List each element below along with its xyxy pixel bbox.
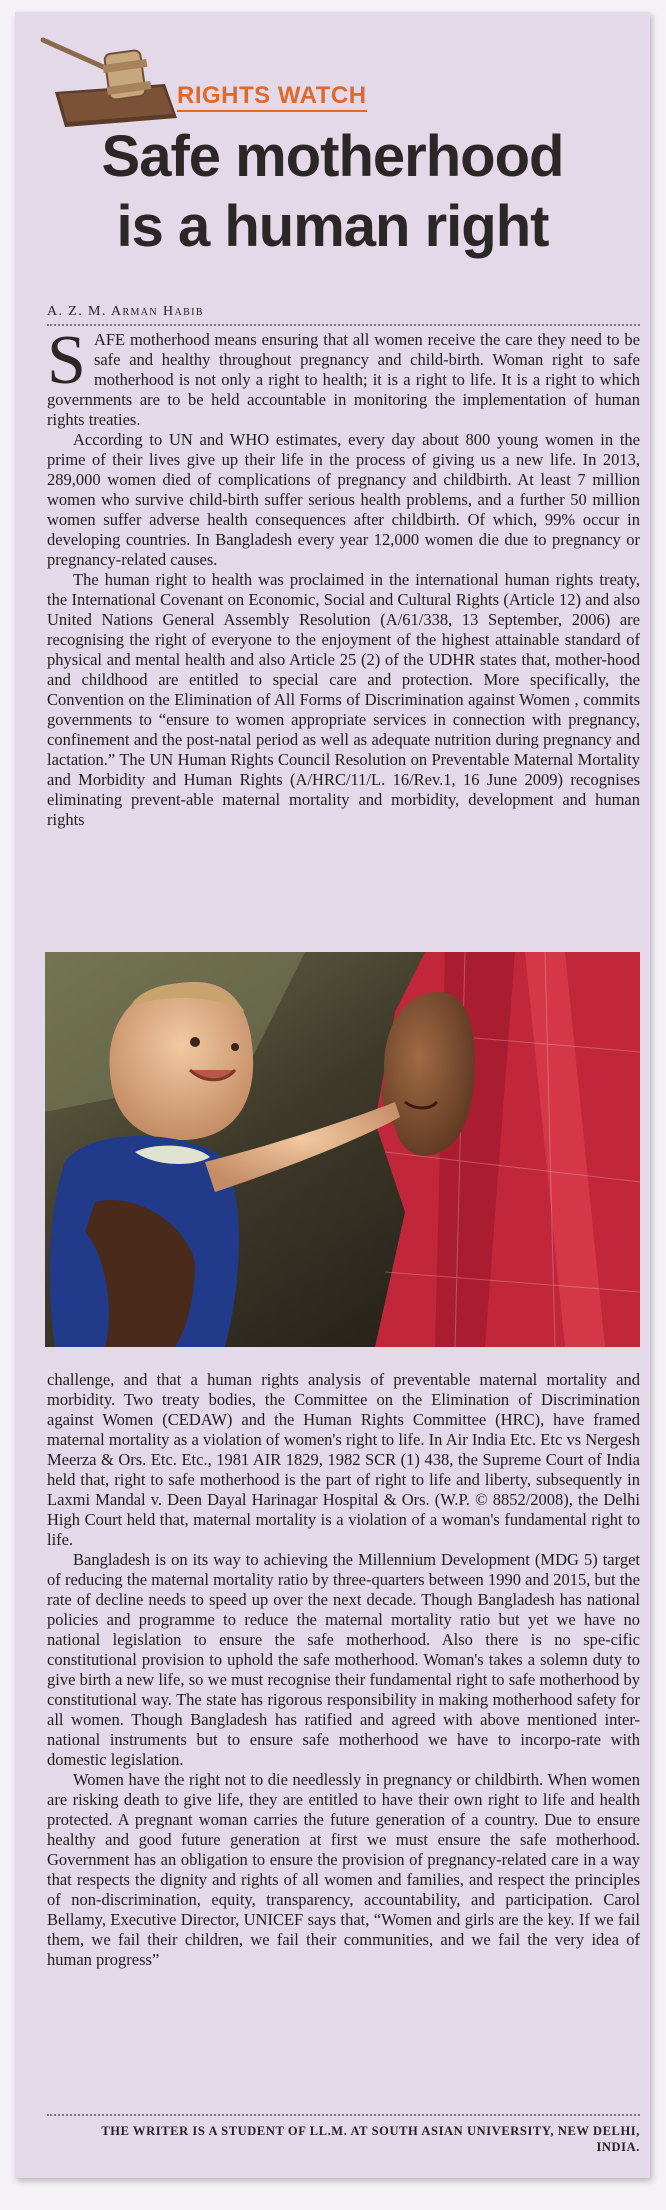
mother-and-child-photo <box>45 952 640 1347</box>
author-note-line-2: INDIA. <box>596 2140 640 2154</box>
gavel-icon <box>37 32 177 127</box>
drop-cap: S <box>47 322 86 399</box>
headline-line-2: is a human right <box>116 194 549 259</box>
section-header <box>37 32 367 127</box>
article-page <box>15 12 650 2178</box>
paragraph-2: According to UN and WHO estimates, every day about 800 young women in the prime of their lives give up their life in the process of giving us a new life. In 2013, 289,000 women died of complications of pregnancy and childbirth. At least 7 million women who survive child-birth suffer serious health problems, and a further 50 million women suffer adverse health consequences after childbirth. Of which, 99% occur in developing countries. In Bangladesh every year 12,000 women die due to pregnancy or pregnancy-related causes. <box>47 430 640 569</box>
paragraph-5: Bangladesh is on its way to achieving the Millennium Development (MDG 5) target of reducing the maternal mortality ratio by three-quarters between 1990 and 2015, but the rate of decline needs to speed up over the next decade. Though Bangladesh has national policies and programme to reduce the maternal mortality ratio but yet we have no national legislation to ensure the safe motherhood. Also there is no spe-cific constitutional provision to uphold the safe motherhood. Woman's takes a solemn duty to give birth a new life, so we must recognise their fundamental right to safe motherhood by constitutional way. The state has rigorous responsibility in making motherhood safety for all women. Though Bangladesh has ratified and agreed with above mentioned inter-national instruments but to ensure safe motherhood we have to incorpo-rate with domestic legislation. <box>47 1550 640 1769</box>
section-kicker: RIGHTS WATCH <box>177 82 367 112</box>
byline: A. Z. M. Arman Habib <box>47 304 204 319</box>
paragraph-6: Women have the right not to die needlessly in pregnancy or childbirth. When women are risking death to give life, they are entitled to have their own right to life and health protected. A pregnant woman carries the future generation of a country. Due to ensure healthy and good future generation at first we must ensure the safe motherhood. Government has an obligation to ensure the provision of pregnancy-related care in a way that respects the dignity and rights of all women and families, and respect the principles of non-discrimination, equity, transparency, accountability, and participation. Carol Bellamy, Executive Director, UNICEF says that, “Women and girls are the key. If we fail them, we fail their children, we fail their communities, and we fail the very idea of human progress” <box>47 1770 640 1969</box>
paragraph-1 <box>47 322 640 430</box>
article-body-bottom <box>47 1370 640 1970</box>
paragraph-1-text: AFE motherhood means ensuring that all women receive the care they need to be safe and healthy throughout pregnancy and child-birth. Woman right to safe motherhood is not only a right to health; it is a right to life. It is a right to which governments are to be held accountable in monitoring the implementation of human rights treaties. <box>47 330 640 429</box>
headline-line-1: Safe motherhood <box>101 124 564 189</box>
article-body-top <box>47 322 640 830</box>
author-note-line-1: THE WRITER IS A STUDENT OF LL.M. AT SOUTH ASIAN UNIVERSITY, NEW DELHI, <box>101 2124 640 2138</box>
author-note <box>47 2123 640 2155</box>
headline <box>15 122 650 262</box>
byline-divider <box>47 324 640 326</box>
paragraph-3: The human right to health was proclaimed in the international human rights treaty, the International Covenant on Economic, Social and Cultural Rights (Article 12) and also United Nations General Assembly Resolution (A/61/338, 13 September, 2006) are recognising the right of everyone to the enjoyment of the highest attainable standard of physical and mental health and also Article 25 (2) of the UDHR states that, mother-hood and childhood are entitled to special care and protection. More specifically, the Convention on the Elimination of All Forms of Discrimination against Women , commits governments to “ensure to women appropriate services in connection with pregnancy, confinement and the post-natal period as well as adequate nutrition during pregnancy and lactation.” The UN Human Rights Council Resolution on Preventable Maternal Mortality and Morbidity and Human Rights (A/HRC/11/L. 16/Rev.1, 16 June 2009) recognises eliminating prevent-able maternal mortality and morbidity, development and human rights <box>47 570 640 829</box>
paragraph-4: challenge, and that a human rights analysis of preventable maternal mortality and morbidity. Two treaty bodies, the Committee on the Elimination of Discrimination against Women (CEDAW) and the Human Rights Committee (HRC), have framed maternal mortality as a violation of women's right to life. In Air India Etc. Etc vs Nergesh Meerza & Ors. Etc. Etc., 1981 AIR 1829, 1982 SCR (1) 438, the Supreme Court of India held that, right to safe motherhood is the part of right to life and liberty, subsequently in Laxmi Mandal v. Deen Dayal Harinagar Hospital & Ors. (W.P. © 8852/2008), the Delhi High Court held that, maternal mortality is a violation of a woman's fundamental right to life. <box>47 1370 640 1549</box>
footer-divider <box>47 2114 640 2116</box>
